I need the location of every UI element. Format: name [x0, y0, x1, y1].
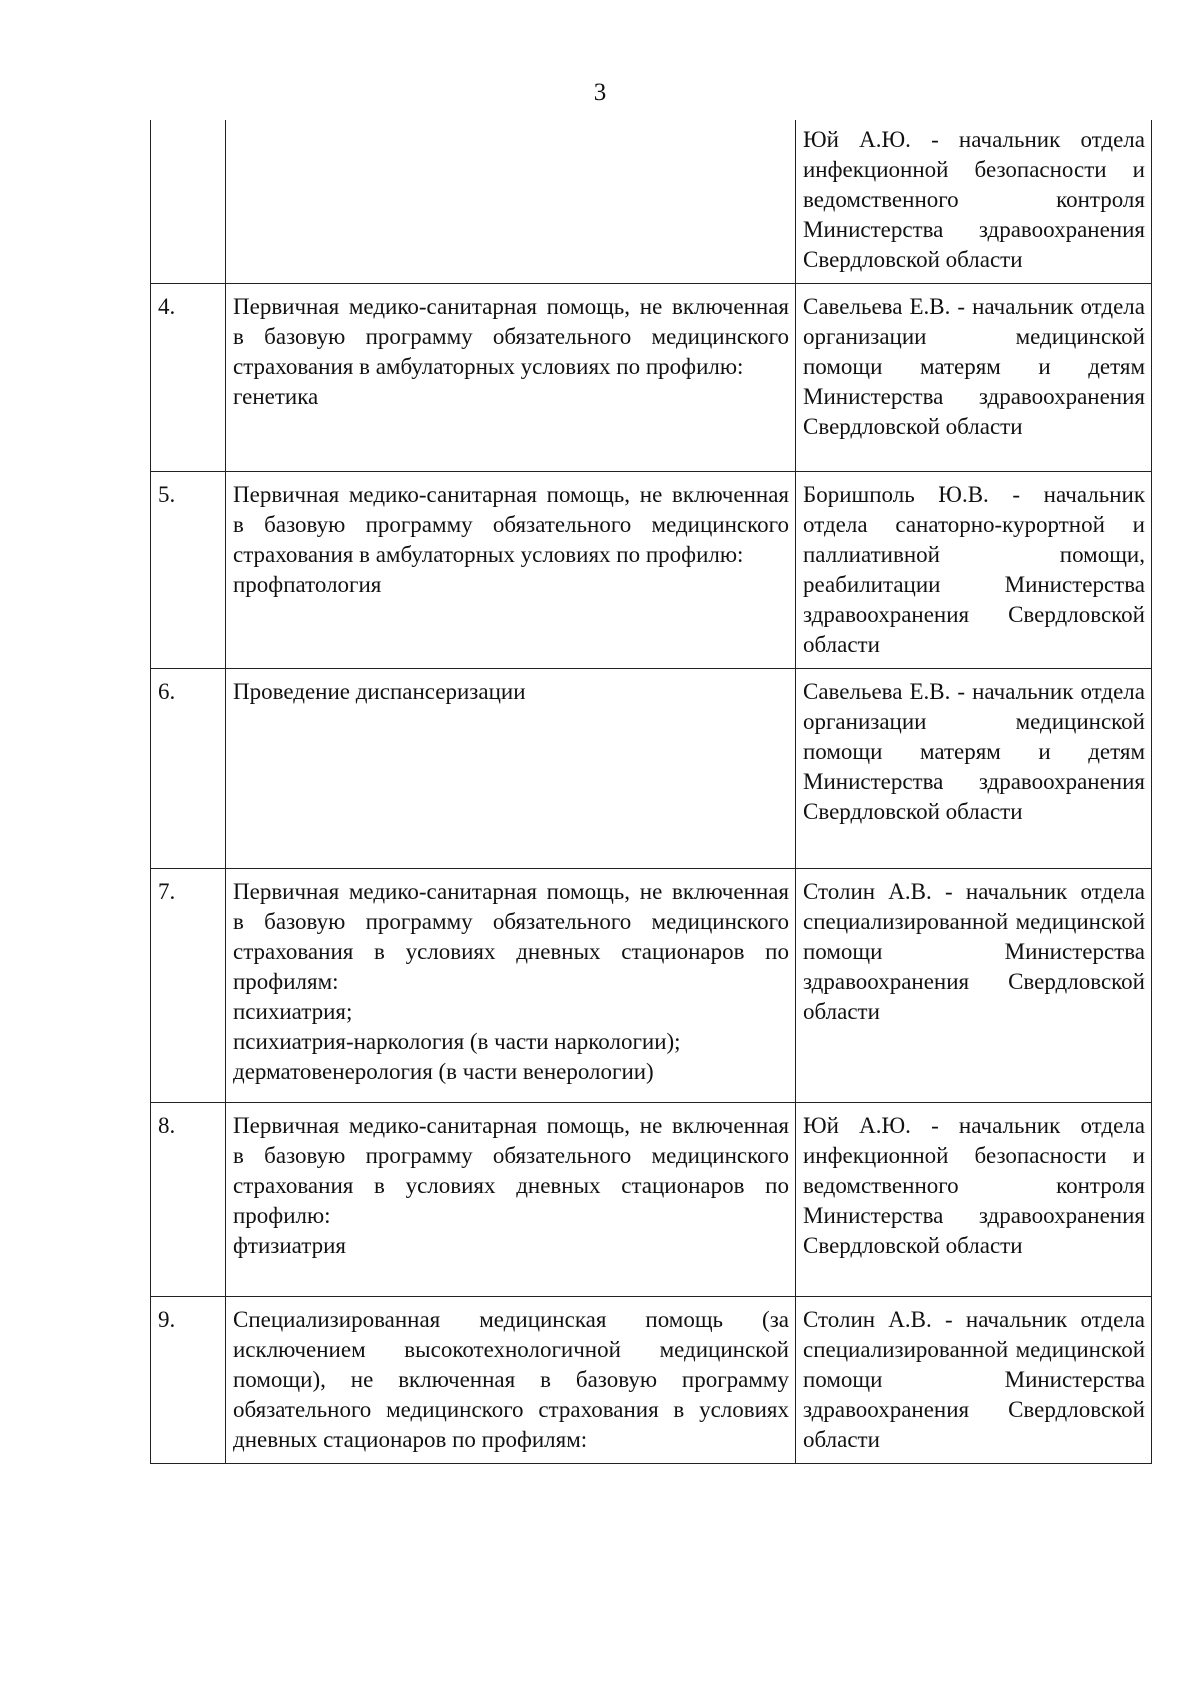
row-detail: генетика: [233, 384, 319, 409]
row-detail: психиатрия-наркология (в части наркологии);: [233, 1029, 681, 1054]
row-detail: психиатрия;: [233, 999, 353, 1024]
row-description: Первичная медико-санитарная помощь, не включенная в базовую программу обязательного медицинского страхования в условиях дневных стационаров по профилям:: [233, 879, 789, 994]
row-responsible: Савельева Е.В. - начальник отдела организации медицинской помощи матерям и детям Министерства здравоохранения Свердловской области: [796, 284, 1152, 472]
row-detail: профпатология: [233, 572, 382, 597]
responsibility-table: [150, 120, 1152, 1464]
table-row-continuation: [151, 120, 1152, 284]
row-number: 4.: [151, 284, 226, 472]
row-responsible: Столин А.В. - начальник отдела специализированной медицинской помощи Министерства здравоохранения Свердловской области: [796, 869, 1152, 1103]
row-description-cell: [226, 284, 796, 472]
row-responsible: Боришполь Ю.В. - начальник отдела санаторно-курортной и паллиативной помощи, реабилитации Министерства здравоохранения Свердловской области: [796, 472, 1152, 669]
row-number: 6.: [151, 669, 226, 869]
page-number: 3: [593, 79, 607, 106]
row-number: 9.: [151, 1297, 226, 1464]
row-detail: дерматовенерология (в части венерологии): [233, 1059, 654, 1084]
row-description: Первичная медико-санитарная помощь, не включенная в базовую программу обязательного медицинского страхования в амбулаторных условиях по профилю:: [233, 482, 789, 567]
row-responsible: Юй А.Ю. - начальник отдела инфекционной безопасности и ведомственного контроля Министерства здравоохранения Свердловской области: [796, 120, 1152, 284]
row-description: Первичная медико-санитарная помощь, не включенная в базовую программу обязательного медицинского страхования в условиях дневных стационаров по профилю:: [233, 1113, 789, 1228]
table-row: [151, 669, 1152, 869]
row-responsible: Юй А.Ю. - начальник отдела инфекционной безопасности и ведомственного контроля Министерства здравоохранения Свердловской области: [796, 1103, 1152, 1297]
table-row: [151, 1297, 1152, 1464]
row-responsible: Савельева Е.В. - начальник отдела организации медицинской помощи матерям и детям Министерства здравоохранения Свердловской области: [796, 669, 1152, 869]
row-description: Специализированная медицинская помощь (за исключением высокотехнологичной медицинской помощи), не включенная в базовую программу обязательного медицинского страхования в условиях дневных стационаров по профилям:: [226, 1297, 796, 1464]
row-description: Первичная медико-санитарная помощь, не включенная в базовую программу обязательного медицинского страхования в амбулаторных условиях по профилю:: [233, 294, 789, 379]
row-number: 7.: [151, 869, 226, 1103]
row-description-cell: [226, 1103, 796, 1297]
table-row: [151, 869, 1152, 1103]
row-responsible: Столин А.В. - начальник отдела специализированной медицинской помощи Министерства здравоохранения Свердловской области: [796, 1297, 1152, 1464]
row-number: [151, 120, 226, 284]
table-row: [151, 1103, 1152, 1297]
table-row: [151, 284, 1152, 472]
row-number: 8.: [151, 1103, 226, 1297]
row-number: 5.: [151, 472, 226, 669]
row-description-cell: [226, 869, 796, 1103]
table-row: [151, 472, 1152, 669]
row-description: Проведение диспансеризации: [226, 669, 796, 869]
row-description-cell: [226, 472, 796, 669]
row-detail: фтизиатрия: [233, 1233, 346, 1258]
row-description: [226, 120, 796, 284]
